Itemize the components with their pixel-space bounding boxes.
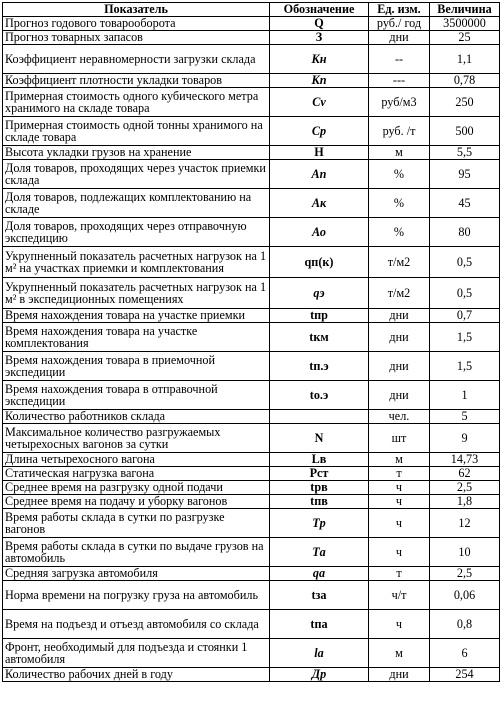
table-row — [3, 610, 500, 639]
header-unit: Ед. изм. — [369, 3, 430, 17]
parameter-unit: чел. — [369, 410, 430, 424]
parameter-name: Норма времени на погрузку груза на автомобиль — [3, 581, 270, 610]
parameter-value: 45 — [430, 189, 500, 218]
parameter-name: Средняя загрузка автомобиля — [3, 567, 270, 581]
parameter-name: Время нахождения товара на участке комплектования — [3, 323, 270, 352]
parameter-symbol: tрв — [270, 481, 369, 495]
parameter-symbol: tпа — [270, 610, 369, 639]
table-row — [3, 88, 500, 117]
parameter-symbol: Q — [270, 17, 369, 31]
table-row — [3, 509, 500, 538]
parameter-unit: дни — [369, 352, 430, 381]
parameter-name: Среднее время на подачу и уборку вагонов — [3, 495, 270, 509]
parameter-value: 6 — [430, 639, 500, 668]
parameter-symbol: tза — [270, 581, 369, 610]
table-row — [3, 31, 500, 45]
parameter-name: Время нахождения товара на участке приемки — [3, 309, 270, 323]
table-row — [3, 410, 500, 424]
parameter-value: 0,8 — [430, 610, 500, 639]
parameter-symbol: З — [270, 31, 369, 45]
parameter-name: Длина четырехосного вагона — [3, 453, 270, 467]
parameter-unit: ч — [369, 509, 430, 538]
parameter-name: Примерная стоимость одного кубического метра хранимого на складе товара — [3, 88, 270, 117]
parameter-value: 25 — [430, 31, 500, 45]
table-row — [3, 495, 500, 509]
parameter-symbol: qэ — [270, 278, 369, 309]
parameter-symbol: qа — [270, 567, 369, 581]
parameter-symbol — [270, 410, 369, 424]
table-row — [3, 189, 500, 218]
table-row — [3, 381, 500, 410]
parameter-name: Время на подъезд и отъезд автомобиля со склада — [3, 610, 270, 639]
parameter-symbol: qп(к) — [270, 247, 369, 278]
table-row — [3, 567, 500, 581]
parameter-value: 1,5 — [430, 352, 500, 381]
parameter-name: Примерная стоимость одной тонны хранимого на складе товара — [3, 117, 270, 146]
table-row — [3, 146, 500, 160]
parameter-symbol: Ак — [270, 189, 369, 218]
parameter-value: 80 — [430, 218, 500, 247]
parameter-symbol: tкм — [270, 323, 369, 352]
table-row — [3, 352, 500, 381]
parameter-unit: ч — [369, 610, 430, 639]
parameter-name: Фронт, необходимый для подъезда и стоянки 1 автомобиля — [3, 639, 270, 668]
parameter-unit: дни — [369, 309, 430, 323]
parameter-symbol: tпр — [270, 309, 369, 323]
table-row — [3, 668, 500, 682]
table-row — [3, 467, 500, 481]
parameter-symbol: Ср — [270, 117, 369, 146]
parameter-symbol: H — [270, 146, 369, 160]
table-row — [3, 639, 500, 668]
parameter-value: 1,5 — [430, 323, 500, 352]
parameter-name: Укрупненный показатель расчетных нагрузок на 1 м² в экспедиционных помещениях — [3, 278, 270, 309]
parameter-unit: т — [369, 567, 430, 581]
parameter-symbol: Кп — [270, 74, 369, 88]
parameter-value: 250 — [430, 88, 500, 117]
parameter-symbol: lа — [270, 639, 369, 668]
parameter-unit: % — [369, 160, 430, 189]
header-symbol: Обозначение — [270, 3, 369, 17]
parameter-value: 254 — [430, 668, 500, 682]
table-row — [3, 45, 500, 74]
parameter-name: Доля товаров, проходящих через отправочную экспедицию — [3, 218, 270, 247]
parameter-unit: ч/т — [369, 581, 430, 610]
parameter-unit: % — [369, 189, 430, 218]
parameter-symbol: Tр — [270, 509, 369, 538]
table-row — [3, 453, 500, 467]
table-header-row — [3, 3, 500, 17]
parameter-value: 95 — [430, 160, 500, 189]
parameter-unit: м — [369, 146, 430, 160]
parameter-value: 500 — [430, 117, 500, 146]
parameter-unit: шт — [369, 424, 430, 453]
parameter-value: 1 — [430, 381, 500, 410]
parameter-unit: руб/м3 — [369, 88, 430, 117]
parameter-value: 3500000 — [430, 17, 500, 31]
parameter-unit: руб./ год — [369, 17, 430, 31]
parameter-value: 0,7 — [430, 309, 500, 323]
parameter-symbol: Др — [270, 668, 369, 682]
parameter-unit: --- — [369, 74, 430, 88]
parameters-table — [2, 2, 500, 682]
parameter-value: 1,1 — [430, 45, 500, 74]
table-row — [3, 424, 500, 453]
parameter-name: Время нахождения товара в приемочной экспедиции — [3, 352, 270, 381]
parameter-symbol: tо.э — [270, 381, 369, 410]
parameter-unit: % — [369, 218, 430, 247]
parameter-name: Высота укладки грузов на хранение — [3, 146, 270, 160]
parameter-name: Среднее время на разгрузку одной подачи — [3, 481, 270, 495]
table-row — [3, 160, 500, 189]
parameter-unit: м — [369, 453, 430, 467]
parameter-name: Время нахождения товара в отправочной экспедиции — [3, 381, 270, 410]
parameter-value: 0,78 — [430, 74, 500, 88]
parameter-symbol: Ап — [270, 160, 369, 189]
parameter-symbol: Ао — [270, 218, 369, 247]
parameter-value: 2,5 — [430, 481, 500, 495]
parameter-unit: дни — [369, 323, 430, 352]
parameter-unit: руб. /т — [369, 117, 430, 146]
parameter-value: 0,06 — [430, 581, 500, 610]
parameter-name: Прогноз годового товарооборота — [3, 17, 270, 31]
parameter-name: Максимальное количество разгружаемых четырехосных вагонов за сутки — [3, 424, 270, 453]
parameter-name: Укрупненный показатель расчетных нагрузок на 1 м² на участках приемки и комплектования — [3, 247, 270, 278]
table-row — [3, 247, 500, 278]
parameter-name: Количество работников склада — [3, 410, 270, 424]
table-row — [3, 74, 500, 88]
parameter-symbol: tп.э — [270, 352, 369, 381]
parameter-value: 9 — [430, 424, 500, 453]
parameter-unit: т/м2 — [369, 278, 430, 309]
parameter-value: 0,5 — [430, 247, 500, 278]
parameter-value: 14,73 — [430, 453, 500, 467]
table-row — [3, 581, 500, 610]
parameter-unit: дни — [369, 381, 430, 410]
parameter-unit: -- — [369, 45, 430, 74]
parameter-unit: т — [369, 467, 430, 481]
parameter-value: 2,5 — [430, 567, 500, 581]
parameter-name: Доля товаров, проходящих через участок приемки склада — [3, 160, 270, 189]
parameter-name: Коэффициент плотности укладки товаров — [3, 74, 270, 88]
table-row — [3, 17, 500, 31]
parameter-unit: дни — [369, 31, 430, 45]
table-row — [3, 481, 500, 495]
parameter-value: 5,5 — [430, 146, 500, 160]
parameter-unit: дни — [369, 668, 430, 682]
parameter-value: 10 — [430, 538, 500, 567]
parameter-name: Прогноз товарных запасов — [3, 31, 270, 45]
parameter-symbol: tпв — [270, 495, 369, 509]
parameter-unit: ч — [369, 495, 430, 509]
table-body — [3, 17, 500, 682]
parameter-name: Коэффициент неравномерности загрузки склада — [3, 45, 270, 74]
parameter-symbol: Lв — [270, 453, 369, 467]
parameter-unit: ч — [369, 481, 430, 495]
parameter-value: 62 — [430, 467, 500, 481]
parameter-unit: т/м2 — [369, 247, 430, 278]
table-row — [3, 278, 500, 309]
header-parameter: Показатель — [3, 3, 270, 17]
parameter-name: Количество рабочих дней в году — [3, 668, 270, 682]
header-value: Величина — [430, 3, 500, 17]
table-row — [3, 117, 500, 146]
parameter-symbol: Сv — [270, 88, 369, 117]
parameter-unit: ч — [369, 538, 430, 567]
parameter-name: Доля товаров, подлежащих комплектованию на складе — [3, 189, 270, 218]
parameter-symbol: Tа — [270, 538, 369, 567]
table-row — [3, 538, 500, 567]
parameter-symbol: Pст — [270, 467, 369, 481]
parameter-unit: м — [369, 639, 430, 668]
parameter-value: 0,5 — [430, 278, 500, 309]
parameter-value: 12 — [430, 509, 500, 538]
parameter-name: Статическая нагрузка вагона — [3, 467, 270, 481]
parameter-value: 1,8 — [430, 495, 500, 509]
parameter-value: 5 — [430, 410, 500, 424]
parameter-symbol: Кн — [270, 45, 369, 74]
table-row — [3, 218, 500, 247]
table-row — [3, 323, 500, 352]
parameter-name: Время работы склада в сутки по выдаче грузов на автомобиль — [3, 538, 270, 567]
table-row — [3, 309, 500, 323]
parameter-symbol: N — [270, 424, 369, 453]
parameter-name: Время работы склада в сутки по разгрузке вагонов — [3, 509, 270, 538]
